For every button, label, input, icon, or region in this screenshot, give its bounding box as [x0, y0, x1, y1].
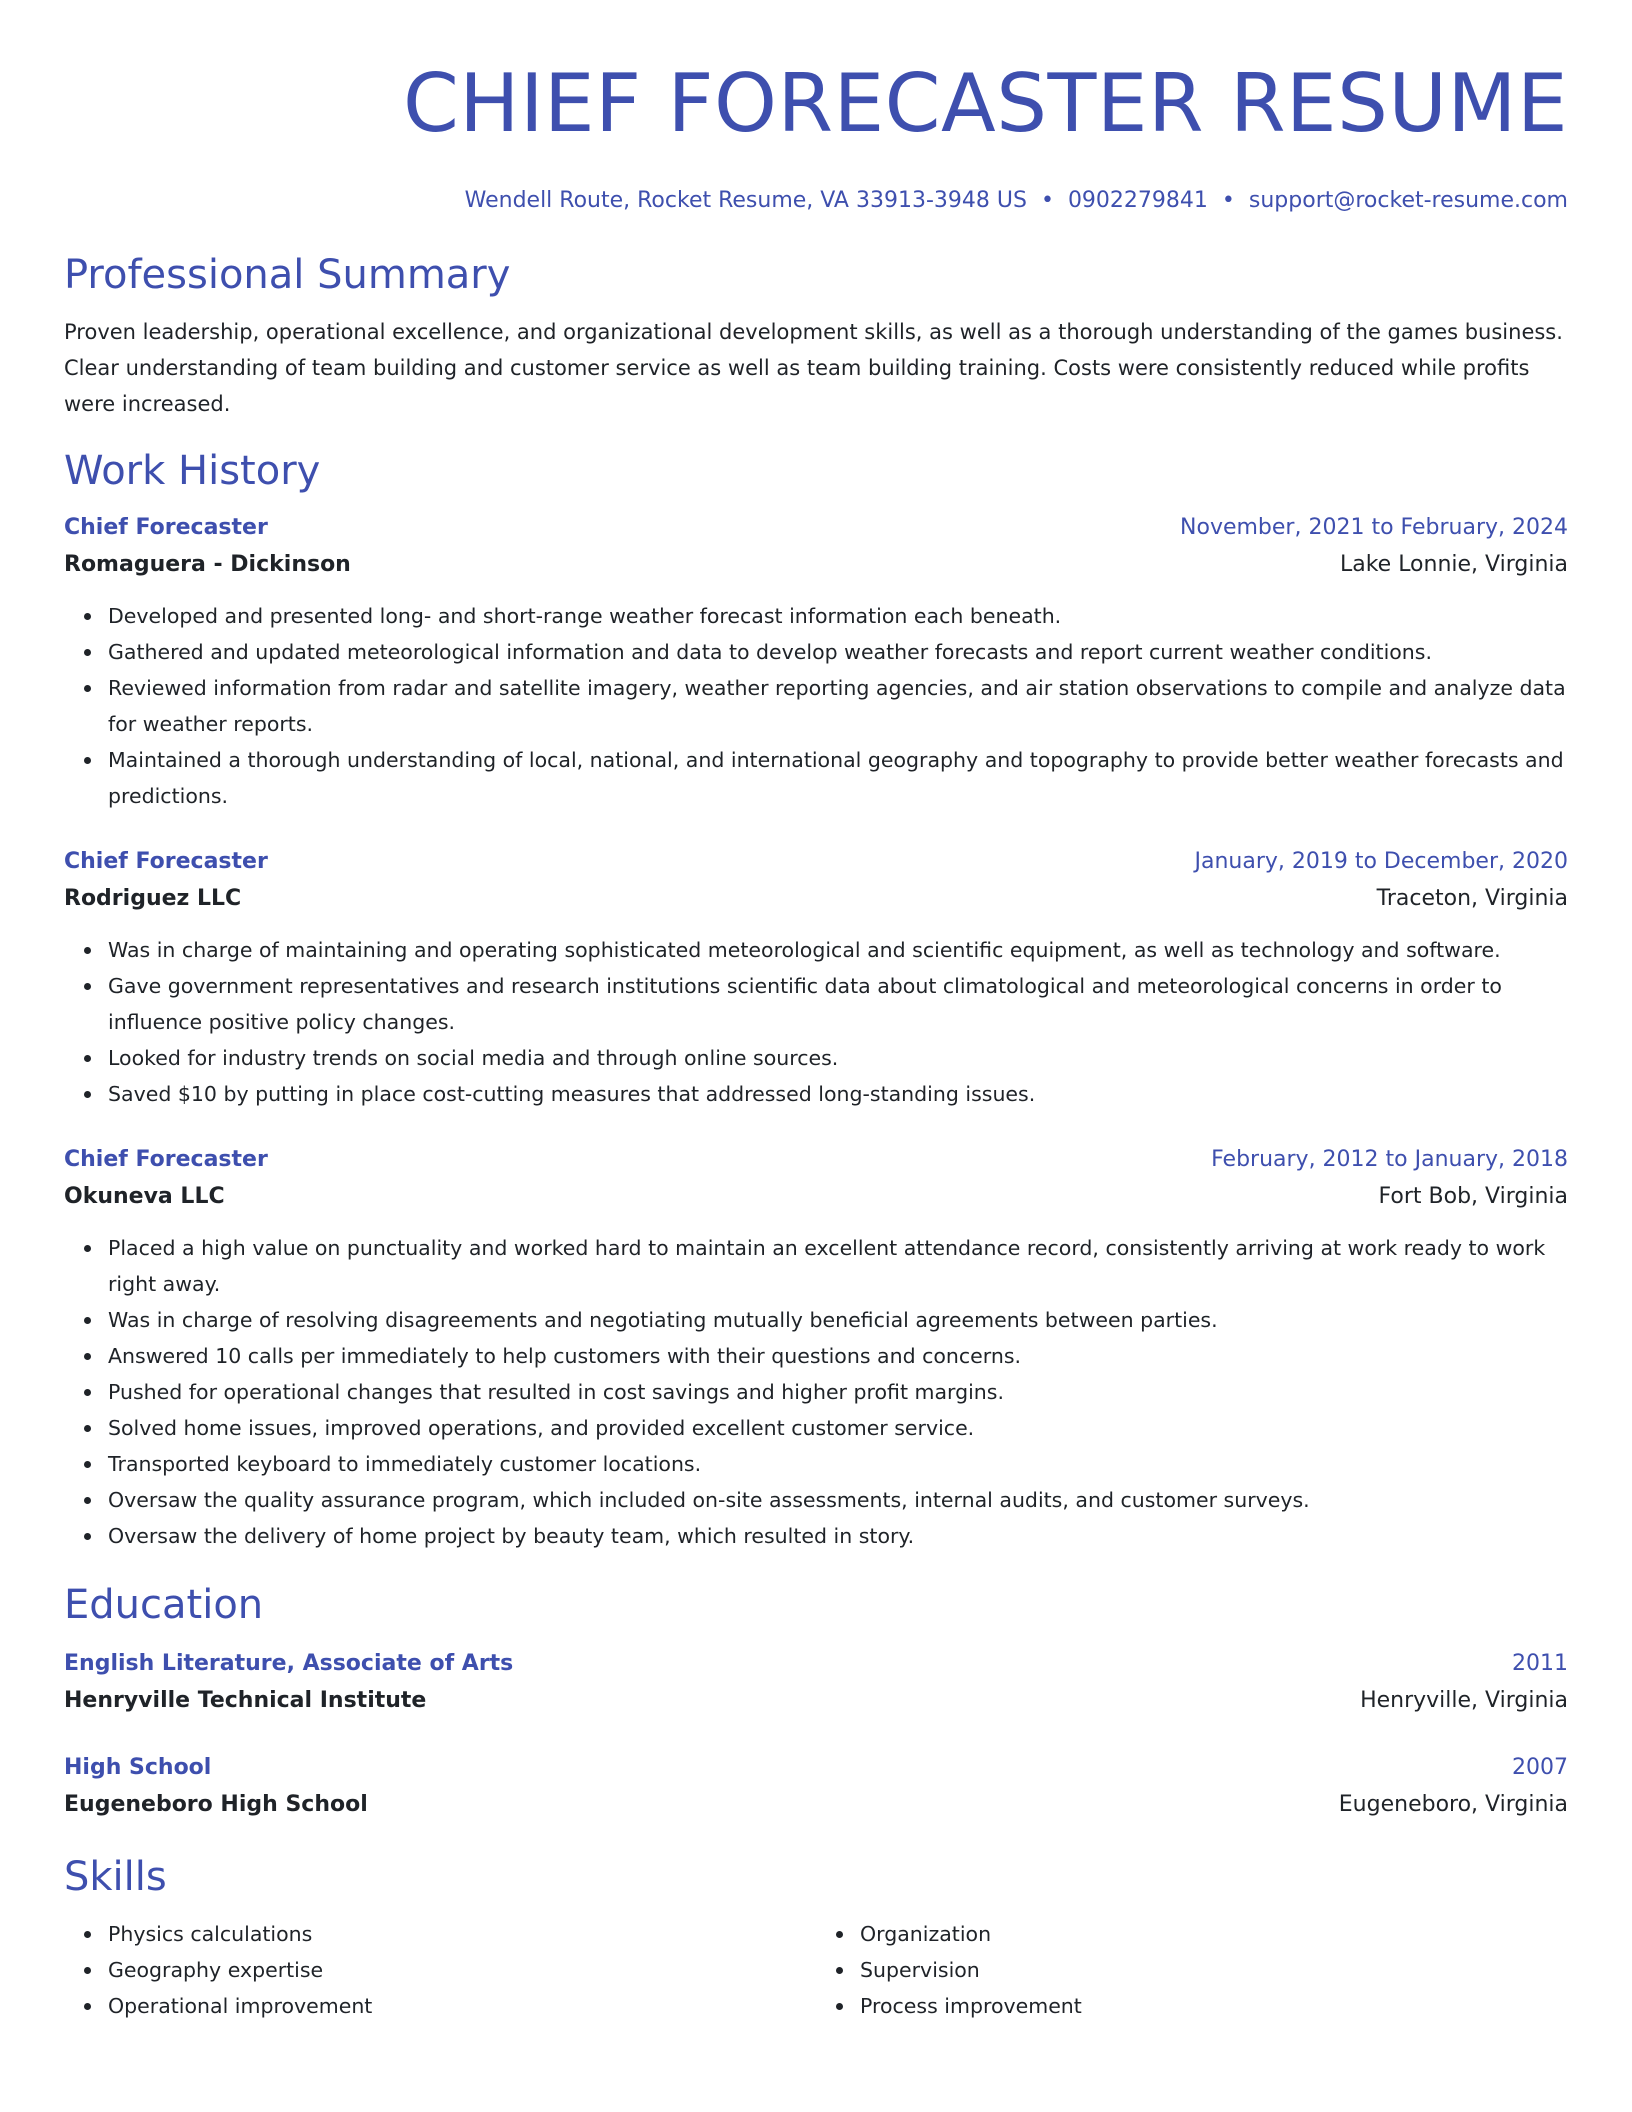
job-bullet: Reviewed information from radar and satellite imagery, weather reporting agencies, and air station observations to compile and analyze data for weather reports.	[108, 670, 1568, 742]
job-dates: January, 2019 to December, 2020	[1194, 849, 1568, 874]
contact-separator: •	[1040, 188, 1054, 213]
education-school: Henryville Technical Institute	[64, 1688, 427, 1713]
skill-item: Organization	[860, 1916, 1568, 1952]
education-degree: High School	[64, 1755, 212, 1780]
job-company: Rodriguez LLC	[64, 886, 242, 911]
job-bullet: Maintained a thorough understanding of local, national, and international geography and topography to provide better weather forecasts and predictions.	[108, 742, 1568, 814]
job-bullet: Oversaw the quality assurance program, which included on-site assessments, internal audits, and customer surveys.	[108, 1482, 1568, 1518]
education-school-row	[64, 1786, 1568, 1824]
job-company-row	[64, 1178, 1568, 1216]
summary-heading: Professional Summary	[64, 252, 511, 298]
education-school: Eugeneboro High School	[64, 1792, 368, 1817]
job-bullets	[64, 598, 1568, 814]
contact-email[interactable]: support@rocket-resume.com	[1248, 188, 1568, 213]
job-location: Traceton, Virginia	[1376, 886, 1568, 911]
job-bullet: Solved home issues, improved operations, and provided excellent customer service.	[108, 1410, 1568, 1446]
job-bullets	[64, 1230, 1568, 1554]
education-header-row	[64, 1646, 1568, 1682]
work-history-heading: Work History	[64, 448, 321, 494]
job-entry	[64, 844, 1568, 1112]
education-entry	[64, 1646, 1568, 1720]
job-header-row	[64, 844, 1568, 880]
job-company-row	[64, 546, 1568, 584]
job-entry	[64, 510, 1568, 814]
job-bullet: Saved $10 by putting in place cost-cutting measures that addressed long-standing issues.	[108, 1076, 1568, 1112]
job-bullets	[64, 932, 1568, 1112]
education-year: 2011	[1512, 1651, 1568, 1676]
job-bullet: Transported keyboard to immediately customer locations.	[108, 1446, 1568, 1482]
skill-item: Operational improvement	[108, 1988, 816, 2024]
contact-phone: 0902279841	[1067, 188, 1208, 213]
skill-item: Process improvement	[860, 1988, 1568, 2024]
education-degree: English Literature, Associate of Arts	[64, 1651, 514, 1676]
job-company-row	[64, 880, 1568, 918]
education-header-row	[64, 1750, 1568, 1786]
job-header-row	[64, 1142, 1568, 1178]
skill-item: Supervision	[860, 1952, 1568, 1988]
education-location: Henryville, Virginia	[1360, 1688, 1568, 1713]
job-title: Chief Forecaster	[64, 1147, 268, 1172]
education-year: 2007	[1512, 1755, 1568, 1780]
job-location: Fort Bob, Virginia	[1378, 1184, 1568, 1209]
contact-separator: •	[1221, 188, 1235, 213]
job-bullet: Gathered and updated meteorological information and data to develop weather forecasts and report current weather conditions.	[108, 634, 1568, 670]
job-dates: February, 2012 to January, 2018	[1211, 1147, 1568, 1172]
job-bullet: Was in charge of maintaining and operating sophisticated meteorological and scientific equipment, as well as technology and software.	[108, 932, 1568, 968]
job-title: Chief Forecaster	[64, 515, 268, 540]
skills-columns	[64, 1916, 1568, 2024]
education-school-row	[64, 1682, 1568, 1720]
job-company: Romaguera - Dickinson	[64, 552, 351, 577]
skills-list-right	[816, 1916, 1568, 2024]
skills-list-left	[64, 1916, 816, 2024]
job-dates: November, 2021 to February, 2024	[1180, 515, 1568, 540]
job-bullet: Answered 10 calls per immediately to help customers with their questions and concerns.	[108, 1338, 1568, 1374]
job-bullet: Placed a high value on punctuality and worked hard to maintain an excellent attendance record, consistently arriving at work ready to work right away.	[108, 1230, 1568, 1302]
contact-line	[64, 186, 1568, 216]
job-location: Lake Lonnie, Virginia	[1339, 552, 1568, 577]
summary-text: Proven leadership, operational excellence, and organizational development skills, as well as a thorough understanding of the games business. Clear understanding of team building and customer service as well as team building training. Costs were consistently reduced while profits were increased.	[64, 320, 1563, 416]
job-header-row	[64, 510, 1568, 546]
skill-item: Physics calculations	[108, 1916, 816, 1952]
job-bullet: Pushed for operational changes that resulted in cost savings and higher profit margins.	[108, 1374, 1568, 1410]
resume-title: CHIEF FORECASTER RESUME	[402, 57, 1568, 150]
job-company: Okuneva LLC	[64, 1184, 225, 1209]
job-bullet: Oversaw the delivery of home project by beauty team, which resulted in story.	[108, 1518, 1568, 1554]
job-entry	[64, 1142, 1568, 1554]
job-bullet: Was in charge of resolving disagreements and negotiating mutually beneficial agreements between parties.	[108, 1302, 1568, 1338]
contact-address: Wendell Route, Rocket Resume, VA 33913-3948 US	[464, 188, 1027, 213]
skills-heading: Skills	[64, 1854, 167, 1900]
education-heading: Education	[64, 1582, 264, 1628]
job-bullet: Developed and presented long- and short-range weather forecast information each beneath.	[108, 598, 1568, 634]
job-bullet: Looked for industry trends on social media and through online sources.	[108, 1040, 1568, 1076]
job-title: Chief Forecaster	[64, 849, 268, 874]
job-bullet: Gave government representatives and research institutions scientific data about climatological and meteorological concerns in order to influence positive policy changes.	[108, 968, 1568, 1040]
education-entry	[64, 1750, 1568, 1824]
education-location: Eugeneboro, Virginia	[1338, 1792, 1568, 1817]
skill-item: Geography expertise	[108, 1952, 816, 1988]
